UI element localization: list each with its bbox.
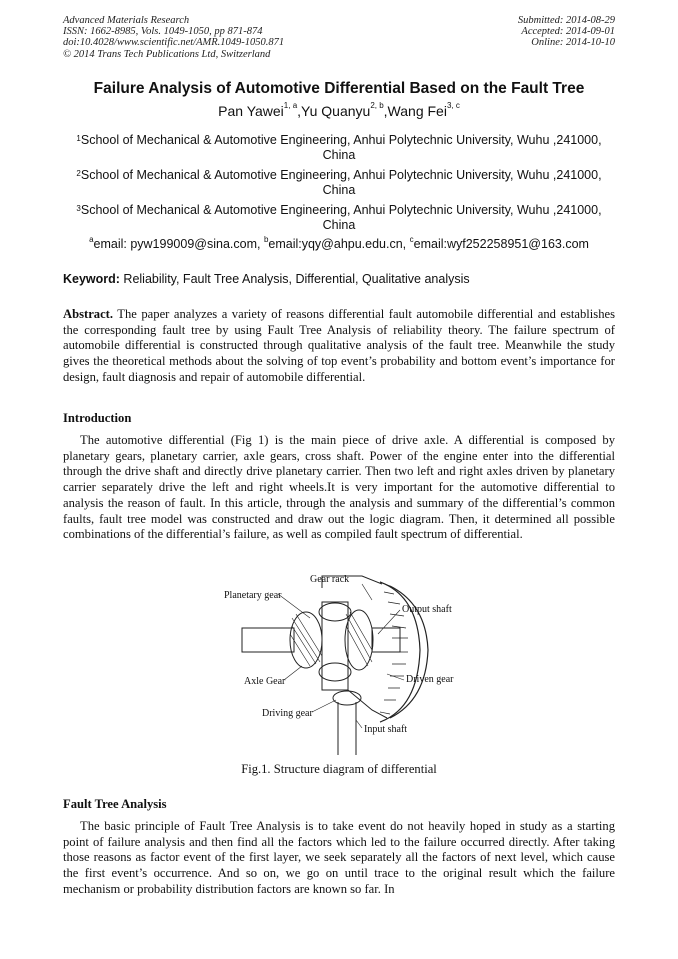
axle-gear-teeth [346,612,372,666]
email-link[interactable]: email: pyw199009@sina.com, [93,237,264,251]
introduction-paragraph: The automotive differential (Fig 1) is the main piece of drive axle. A differential is composed by planetary gears, planetary carrier, axle gears, cross shaft. Power of the engine enter into the differential through the drive shaft and directly drive planetary carrier. Then two left and right axles driven by planetary carrier separately drive the left and right wheels.It is very important for the automotive differential to analysis the reason of fault. In this article, through the analysis and summary of the differential’s common faults, fault tree model was constructed and draw out the logic diagram. Then, it determined all possible combinations of the differential’s failure, as well as compiled fault spectrum of differential. [63,433,615,542]
leader-gear-rack [362,584,372,600]
axle-gear-teeth [290,614,322,666]
differential-structure-figure [222,570,462,755]
author-name: Pan Yawei [218,103,284,119]
copyright-line: © 2014 Trans Tech Publications Ltd, Switzerland [63,48,271,60]
author-superscript: 2, b [370,101,384,110]
online-date: Online: 2014-10-10 [531,37,615,49]
keyword-label: Keyword: [63,272,120,286]
affiliation-3: $^3$School of Mechanical & Automotive Engineering, Anhui Polytechnic University, Wuhu ,241000, China [76,203,602,232]
leader-planetary-gear [278,594,310,618]
affiliation-1: $^1$School of Mechanical & Automotive Engineering, Anhui Polytechnic University, Wuhu ,241000, China [76,133,602,162]
right-axle-gear [345,610,373,670]
leader-output-shaft [378,610,400,634]
driven-gear-teeth [380,582,408,714]
dates-info [518,15,615,49]
email-link[interactable]: email:yqy@ahpu.edu.cn, [268,237,410,251]
leader-axle-gear [284,666,302,680]
label-gear-rack: Gear rack [310,574,350,585]
submitted-date: Submitted: 2014-08-29 [517,15,615,26]
accepted-date: Accepted: 2014-09-01 [521,26,615,38]
driving-gear [333,691,361,705]
label-input-shaft: Input shaft [364,724,408,735]
keyword-text: Reliability, Fault Tree Analysis, Differential, Qualitative analysis [119,272,470,286]
planetary-gear-top [319,603,351,621]
left-axle-shaft [242,628,294,652]
abstract-paragraph [63,307,615,386]
fault-tree-heading: Fault Tree Analysis [63,797,167,811]
author-list: Pan Yawei$^{1, a}$,Yu Quanyu$^{2, b}$,Wang Fei$^{3, c}$ [218,101,460,119]
label-driven-gear: Driven gear [406,674,454,685]
issn-line: ISSN: 1662-8985, Vols. 1049-1050, pp 871-874 [63,26,263,38]
keyword-line [63,272,470,286]
author-name: Wang Fei [387,103,447,119]
doi-line: doi:10.4028/www.scientific.net/AMR.1049-1050.871 [63,37,285,49]
introduction-heading: Introduction [63,411,132,425]
journal-name: Advanced Materials Research [63,15,190,26]
abstract-label: Abstract. [63,307,114,321]
right-axle-shaft [372,628,400,652]
cross-shaft [322,602,348,690]
input-shaft [338,702,356,755]
author-superscript: 1, a [283,101,298,110]
figure-caption: Fig.1. Structure diagram of differential [241,762,437,776]
leader-input-shaft [356,720,362,728]
label-axle-gear: Axle Gear [244,676,286,687]
leader-driven-gear [387,674,404,680]
paper-title: Failure Analysis of Automotive Differential Based on the Fault Tree [93,80,585,97]
label-output-shaft: Output shaft [402,604,452,615]
email-line: $^a$email: pyw199009@sina.com, $^b$email:yqy@ahpu.edu.cn, $^c$email:wyf252258951@163.com [89,235,589,251]
label-planetary-gear: Planetary gear [224,590,282,601]
label-driving-gear: Driving gear [262,708,313,719]
abstract-text: The paper analyzes a variety of reasons differential fault automobile differential and establishes the corresponding fault tree by using Fault Tree Analysis of reliability theory. The failure spectrum of automobile differential is constructed through qualitative analysis of the fault tree. Meanwhile the study gives the theoretical methods about the solving of top event’s probability and bottom event’s importance for design, fault diagnosis and repair of automobile differential. [63,307,615,384]
fault-tree-paragraph: The basic principle of Fault Tree Analysis is to take event do not heavily hoped in study as a starting point of failure analysis and then find all the factors which led to the failure occurred directly. After taking those reasons as factor event of the first layer, we seek separately all the factors of next level, which cause the first event’s occurrence. And so on, we go on until trace to the original result which the failure mechanism or probability distribution factors are known so far. In [63,819,615,896]
affiliation-2: $^2$School of Mechanical & Automotive Engineering, Anhui Polytechnic University, Wuhu ,241000, China [76,168,602,197]
planetary-gear-bottom [319,663,351,681]
author-superscript: 3, c [446,101,460,110]
leader-driving-gear [312,700,336,712]
author-name: Yu Quanyu [301,103,371,119]
email-link[interactable]: email:wyf252258951@163.com [413,237,589,251]
journal-info [63,15,284,60]
